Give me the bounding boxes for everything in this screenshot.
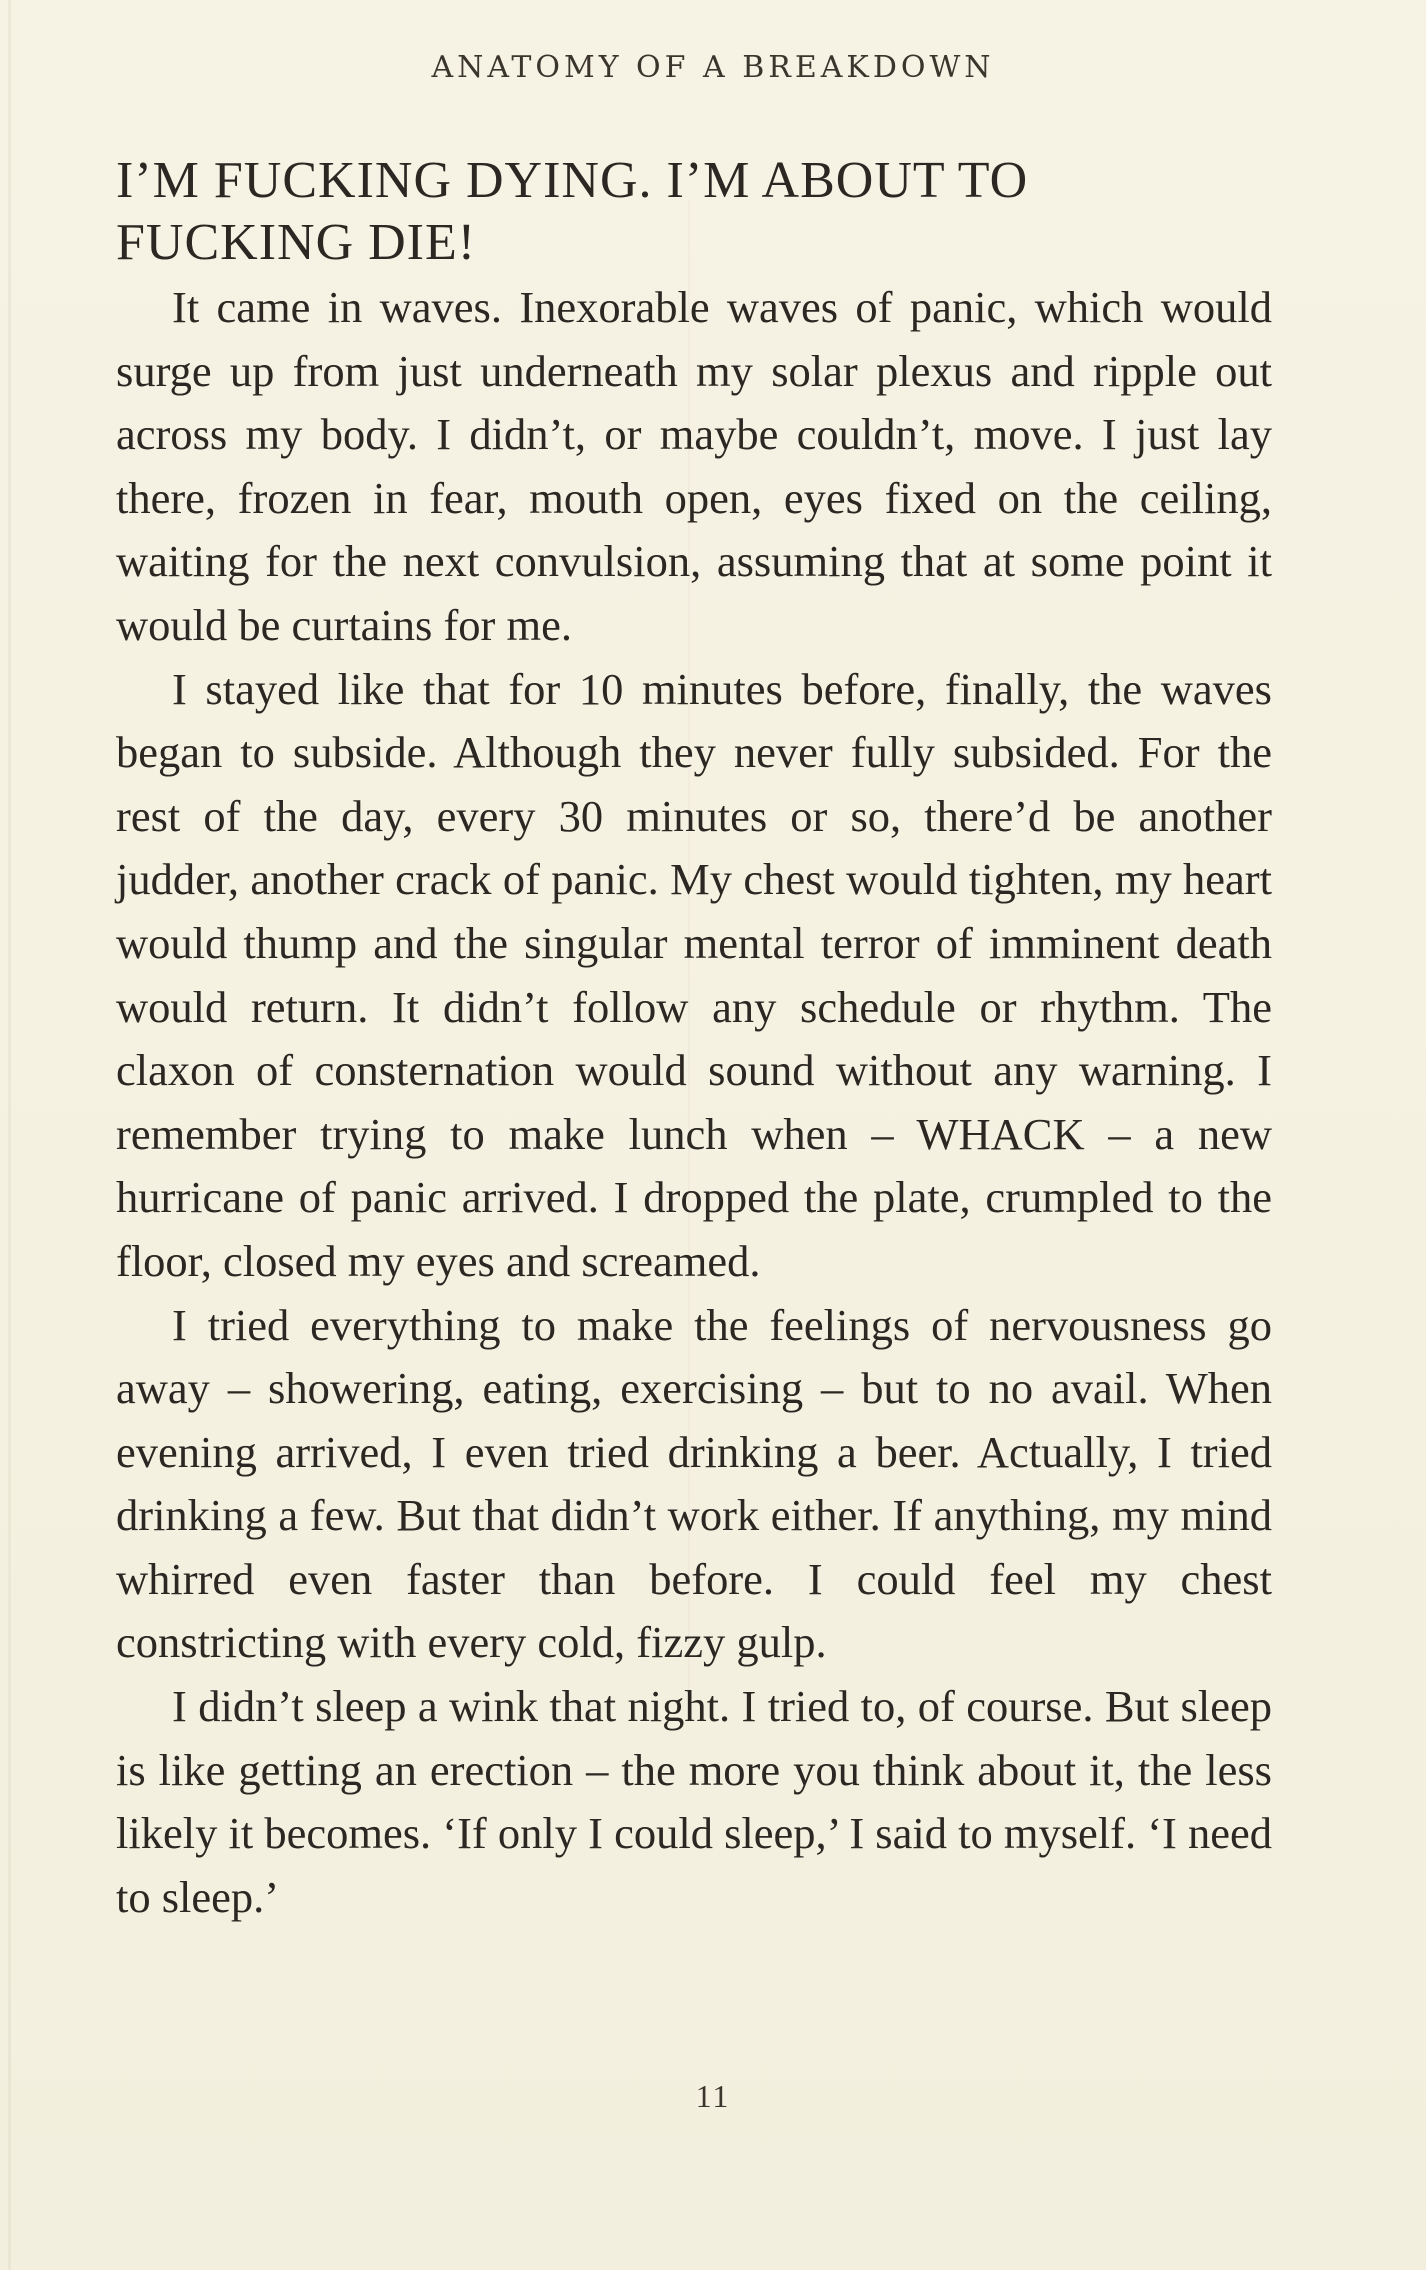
page-number: 11 <box>695 2078 731 2114</box>
paragraph: I stayed like that for 10 minutes before, finally, the waves began to subside. Although they never fully subsided. For the rest of the day, every 30 minutes or so, there’d be another judder, another crack of panic. My chest would tighten, my heart would thump and the singular mental terror of imminent death would return. It didn’t follow any schedule or rhythm. The claxon of consternation would sound without any warning. I remember trying to make lunch when – WHACK – a new hurricane of panic arrived. I dropped the plate, crumpled to the floor, closed my eyes and screamed. <box>116 663 1272 1286</box>
paragraph: I tried everything to make the feelings of nervousness go away – showering, eating, exercising – but to no avail. When evening arrived, I even tried drinking a beer. Actually, I tried drinking a few. But that didn’t work either. If anything, my mind whirred even faster than before. I could feel my chest constricting with every cold, fizzy gulp. <box>116 1299 1272 1668</box>
page-crease-left <box>8 0 11 2270</box>
chapter-heading: I’M FUCKING DYING. I’M ABOUT TO FUCKING DIE! <box>116 152 1029 271</box>
running-head: ANATOMY OF A BREAKDOWN <box>431 50 995 85</box>
paragraph: It came in waves. Inexorable waves of panic, which would surge up from just underneath my solar plexus and ripple out across my body. I didn’t, or maybe couldn’t, move. I just lay there, frozen in fear, mouth open, eyes fixed on the ceiling, waiting for the next convulsion, assuming that at some point it would be curtains for me. <box>116 282 1272 650</box>
body-text <box>116 150 1272 1929</box>
paragraph: I didn’t sleep a wink that night. I tried to, of course. But sleep is like getting an erection – the more you think about it, the less likely it becomes. ‘If only I could sleep,’ I said to myself. ‘I need to sleep.’ <box>116 1681 1272 1922</box>
